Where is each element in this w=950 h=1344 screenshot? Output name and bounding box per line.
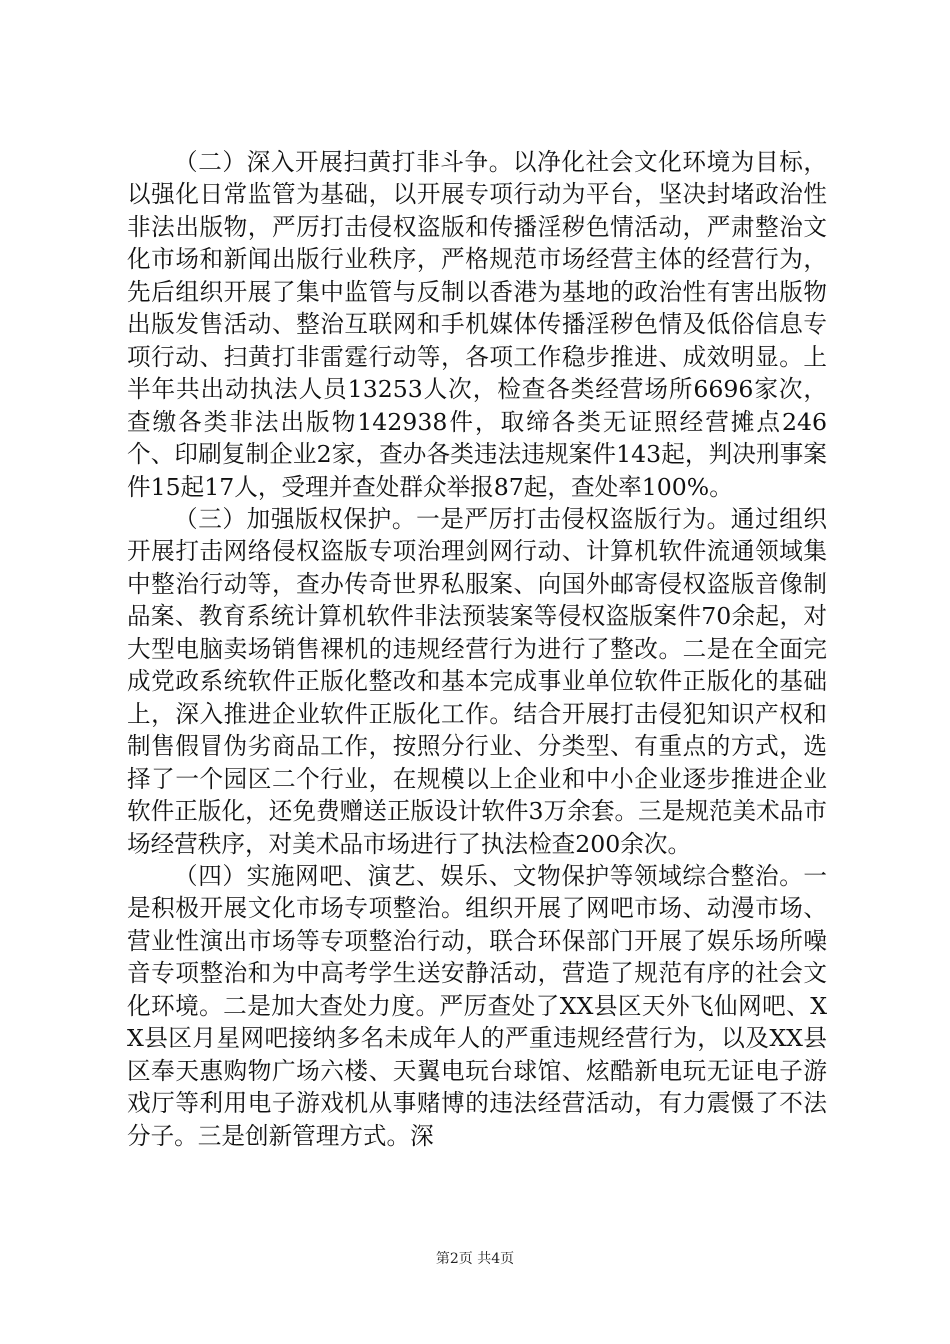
paragraph-section-3: （三）加强版权保护。一是严厉打击侵权盗版行为。通过组织开展打击网络侵权盗版专项治理剑网行动、计算机软件流通领域集中整治行动等，查办传奇世界私服案、向国外邮寄侵权盗版音像制品案、教育系统计算机软件非法预装案等侵权盗版案件70余起，对大型电脑卖场销售裸机的违规经营行为进行了整改。二是在全面完成党政系统软件正版化整改和基本完成事业单位软件正版化的基础上，深入推进企业软件正版化工作。结合开展打击侵犯知识产权和制售假冒伪劣商品工作，按照分行业、分类型、有重点的方式，选择了一个园区二个行业，在规模以上企业和中小企业逐步推进企业软件正版化，还免费赠送正版设计软件3万余套。三是规范美术品市场经营秩序，对美术品市场进行了执法检查200余次。 [127,504,827,858]
page-number-footer: 第2页 共4页 [435,1251,515,1267]
paragraph-section-2: （二）深入开展扫黄打非斗争。以净化社会文化环境为目标，以强化日常监管为基础，以开展专项行动为平台，坚决封堵政治性非法出版物，严厉打击侵权盗版和传播淫秽色情活动，严肃整治文化市场和新闻出版行业秩序，严格规范市场经营主体的经营行为，先后组织开展了集中监管与反制以香港为基地的政治性有害出版物出版发售活动、整治互联网和手机媒体传播淫秽色情及低俗信息专项行动、扫黄打非雷霆行动等，各项工作稳步推进、成效明显。上半年共出动执法人员13253人次，检查各类经营场所6696家次，查缴各类非法出版物142938件，取缔各类无证照经营摊点246个、印刷复制企业2家，查办各类违法违规案件143起，判决刑事案件15起17人，受理并查处群众举报87起，查处率100%。 [127,148,827,501]
paragraph-section-4: （四）实施网吧、演艺、娱乐、文物保护等领域综合整治。一是积极开展文化市场专项整治。组织开展了网吧市场、动漫市场、营业性演出市场等专项整治行动，联合环保部门开展了娱乐场所噪音专项整治和为中高考学生送安静活动，营造了规范有序的社会文化环境。二是加大查处力度。严厉查处了XX县区天外飞仙网吧、XX县区月星网吧接纳多名未成年人的严重违规经营行为，以及XX县区奉天惠购物广场六楼、天翼电玩台球馆、炫酷新电玩无证电子游戏厅等利用电子游戏机从事赌博的违法经营活动，有力震慑了不法分子。三是创新管理方式。深 [127,861,827,1150]
document-body [127,146,827,1152]
